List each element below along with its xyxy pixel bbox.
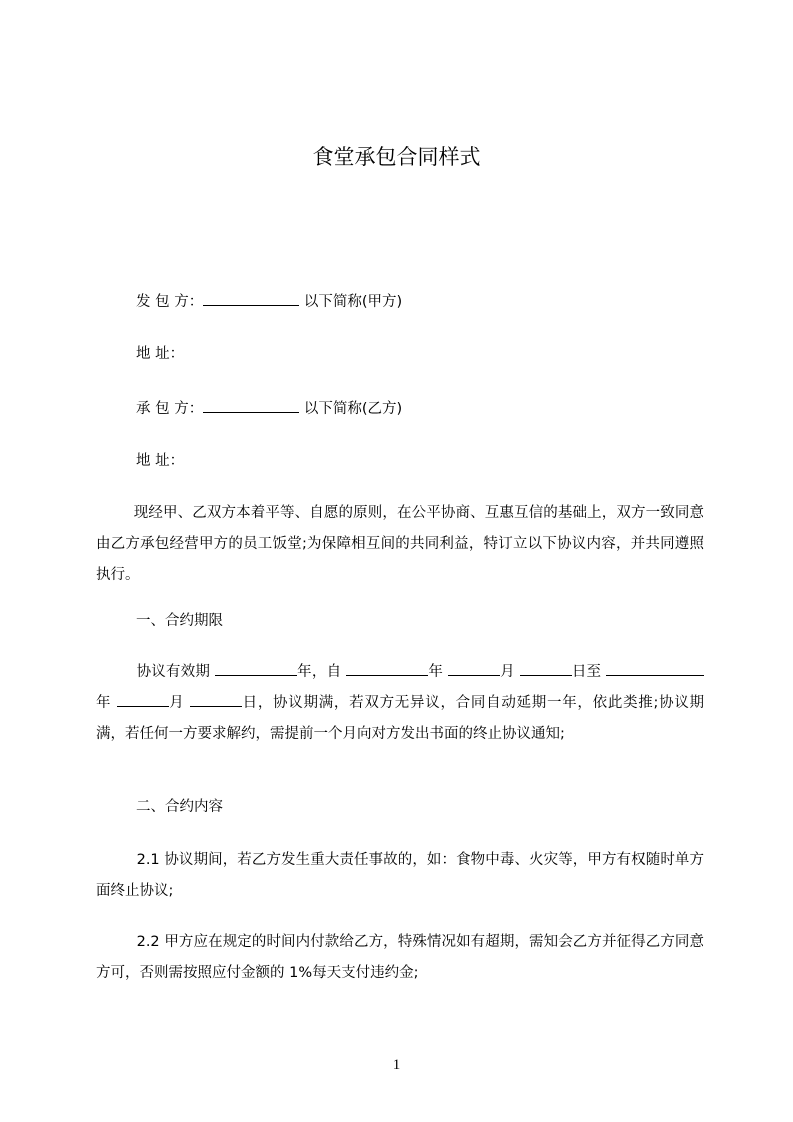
party-a-address-label: 地 址： xyxy=(136,346,185,362)
term-text-2: 年，自 xyxy=(296,664,342,680)
term-blank-start-year xyxy=(346,661,428,676)
section-2-heading: 二、合约内容 xyxy=(136,799,223,815)
term-text-8: 日，协议期满，若双方无异议，合同自动延期一年，依此类推;协议期满，若任何一方要求解约，需提前一个月向对方发出书面的终止协议通知; xyxy=(96,695,705,742)
party-b-label: 承 包 方： xyxy=(136,401,204,417)
term-text-5: 日至 xyxy=(571,664,602,680)
page-number: 1 xyxy=(392,1057,401,1073)
term-text-4: 月 xyxy=(499,664,515,680)
term-blank-end-month xyxy=(117,692,169,707)
document-title: 食堂承包合同样式 xyxy=(312,145,481,169)
party-a-blank xyxy=(203,291,299,306)
intro-paragraph: 现经甲、乙双方本着平等、自愿的原则，在公平协商、互惠互信的基础上，双方一致同意由乙方承包经营甲方的员工饭堂;为保障相互间的共同利益，特订立以下协议内容，并共同遵照执行。 xyxy=(96,505,704,583)
clause-2-1: 2.1 协议期间，若乙方发生重大责任事故的，如：食物中毒、火灾等，甲方有权随时单方面终止协议; xyxy=(96,852,704,899)
term-text-7: 月 xyxy=(168,695,185,711)
term-text-3: 年 xyxy=(428,664,444,680)
section-1-heading: 一、合约期限 xyxy=(136,613,223,629)
party-b-blank xyxy=(203,398,299,413)
party-a-address-line xyxy=(136,344,184,364)
term-paragraph xyxy=(96,657,704,750)
party-b-suffix: 以下简称(乙方) xyxy=(303,401,403,417)
party-b-address-line xyxy=(136,451,184,471)
party-a-label: 发 包 方： xyxy=(136,294,204,310)
term-blank-end-year xyxy=(606,661,704,676)
term-blank-start-month xyxy=(448,661,500,676)
term-text-6: 年 xyxy=(96,695,112,711)
term-blank-end-day xyxy=(190,692,242,707)
term-text-1: 协议有效期 xyxy=(136,664,211,680)
clause-2-2: 2.2 甲方应在规定的时间内付款给乙方，特殊情况如有超期，需知会乙方并征得乙方同意方可，否则需按照应付金额的 1%每天支付违约金; xyxy=(96,934,704,981)
term-blank-start-day xyxy=(520,661,572,676)
party-b-line xyxy=(136,398,402,419)
term-blank-years xyxy=(215,661,297,676)
party-a-line xyxy=(136,291,402,312)
party-b-address-label: 地 址： xyxy=(136,453,185,469)
party-a-suffix: 以下简称(甲方) xyxy=(303,294,403,310)
